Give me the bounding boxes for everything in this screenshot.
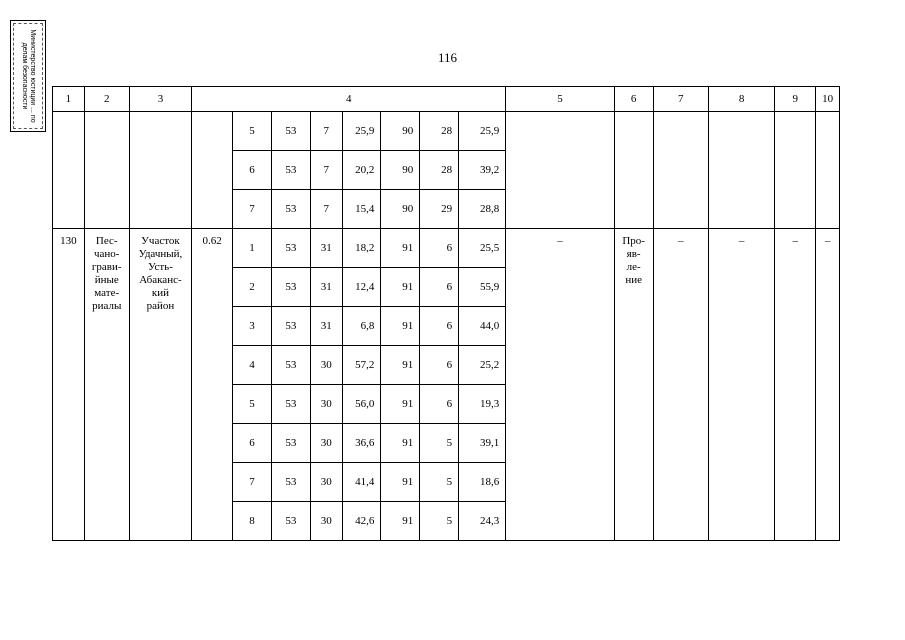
measure-value-b: 31	[310, 268, 342, 307]
cont-col-2	[84, 112, 129, 229]
measure-value-e: 28	[420, 112, 459, 151]
measure-value-e: 6	[420, 268, 459, 307]
entry-col-8: –	[708, 229, 775, 541]
measure-value-f: 25,2	[459, 346, 506, 385]
measure-no: 6	[233, 151, 272, 190]
measure-value-b: 31	[310, 229, 342, 268]
measure-value-a: 53	[271, 307, 310, 346]
entry-index: 0.62	[192, 229, 233, 541]
header-cell: 4	[192, 87, 506, 112]
header-cell: 1	[53, 87, 85, 112]
measure-value-b: 30	[310, 346, 342, 385]
measure-value-a: 53	[271, 502, 310, 541]
cont-col-8	[708, 112, 775, 229]
cont-col-1	[53, 112, 85, 229]
measure-value-c: 6,8	[342, 307, 381, 346]
measure-value-e: 5	[420, 463, 459, 502]
table-row	[53, 112, 840, 151]
measure-value-e: 5	[420, 424, 459, 463]
cont-col-4	[192, 112, 233, 229]
measure-value-e: 29	[420, 190, 459, 229]
stamp-text: Министерство юстиции ... по делам безопасности	[21, 29, 36, 123]
measure-value-d: 91	[381, 268, 420, 307]
measure-value-b: 30	[310, 385, 342, 424]
measure-no: 5	[233, 385, 272, 424]
measure-value-b: 7	[310, 112, 342, 151]
measure-no: 7	[233, 463, 272, 502]
measure-value-d: 91	[381, 424, 420, 463]
measure-value-c: 20,2	[342, 151, 381, 190]
measure-value-b: 7	[310, 190, 342, 229]
header-row	[53, 87, 840, 112]
measure-value-d: 91	[381, 229, 420, 268]
table-row	[53, 229, 840, 268]
header-cell: 6	[614, 87, 653, 112]
measure-value-f: 39,2	[459, 151, 506, 190]
continuation-group	[53, 112, 840, 229]
cont-col-9	[775, 112, 816, 229]
measure-value-f: 18,6	[459, 463, 506, 502]
measure-value-f: 44,0	[459, 307, 506, 346]
measure-value-e: 5	[420, 502, 459, 541]
measure-value-d: 90	[381, 112, 420, 151]
measure-value-c: 57,2	[342, 346, 381, 385]
measure-value-a: 53	[271, 229, 310, 268]
entry-group	[53, 229, 840, 541]
measure-value-c: 42,6	[342, 502, 381, 541]
measure-value-c: 25,9	[342, 112, 381, 151]
entry-location: Участок Удачный, Усть- Абаканс- кий район	[129, 229, 191, 541]
measure-value-b: 30	[310, 424, 342, 463]
measure-value-d: 91	[381, 346, 420, 385]
measure-value-d: 91	[381, 385, 420, 424]
header-cell: 5	[506, 87, 614, 112]
measure-value-f: 19,3	[459, 385, 506, 424]
entry-material: Пес- чано- грави- йные мате- риалы	[84, 229, 129, 541]
measure-value-c: 41,4	[342, 463, 381, 502]
measure-value-e: 6	[420, 307, 459, 346]
measure-value-e: 6	[420, 229, 459, 268]
measure-no: 1	[233, 229, 272, 268]
cont-col-6	[614, 112, 653, 229]
measure-value-c: 36,6	[342, 424, 381, 463]
measure-no: 6	[233, 424, 272, 463]
measure-value-e: 6	[420, 346, 459, 385]
measure-value-b: 7	[310, 151, 342, 190]
entry-col-5: –	[506, 229, 614, 541]
measure-value-f: 28,8	[459, 190, 506, 229]
header-cell: 2	[84, 87, 129, 112]
header-cell: 9	[775, 87, 816, 112]
measure-value-d: 90	[381, 190, 420, 229]
entry-col-6: Про- яв- ле- ние	[614, 229, 653, 541]
entry-number: 130	[53, 229, 85, 541]
measure-value-d: 91	[381, 502, 420, 541]
cont-col-5	[506, 112, 614, 229]
entry-col-10: –	[816, 229, 840, 541]
header-cell: 10	[816, 87, 840, 112]
measure-value-a: 53	[271, 190, 310, 229]
measure-value-a: 53	[271, 151, 310, 190]
measure-no: 8	[233, 502, 272, 541]
measure-value-e: 6	[420, 385, 459, 424]
archive-stamp	[10, 20, 46, 132]
header-cell: 8	[708, 87, 775, 112]
data-table	[52, 86, 840, 541]
measure-value-c: 12,4	[342, 268, 381, 307]
measure-value-b: 31	[310, 307, 342, 346]
entry-col-7: –	[653, 229, 708, 541]
header-cell: 7	[653, 87, 708, 112]
measure-value-c: 18,2	[342, 229, 381, 268]
measure-value-f: 25,5	[459, 229, 506, 268]
measure-no: 4	[233, 346, 272, 385]
measure-value-a: 53	[271, 346, 310, 385]
entry-col-9: –	[775, 229, 816, 541]
measure-no: 3	[233, 307, 272, 346]
measure-value-f: 39,1	[459, 424, 506, 463]
measure-value-d: 90	[381, 151, 420, 190]
measure-value-d: 91	[381, 307, 420, 346]
measure-value-a: 53	[271, 385, 310, 424]
measure-value-a: 53	[271, 463, 310, 502]
measure-value-a: 53	[271, 112, 310, 151]
page-number: 116	[438, 50, 458, 65]
measure-value-c: 56,0	[342, 385, 381, 424]
measure-value-c: 15,4	[342, 190, 381, 229]
cont-col-3	[129, 112, 191, 229]
header-cell: 3	[129, 87, 191, 112]
measure-no: 5	[233, 112, 272, 151]
measure-no: 2	[233, 268, 272, 307]
measure-value-f: 24,3	[459, 502, 506, 541]
cont-col-10	[816, 112, 840, 229]
measure-value-f: 25,9	[459, 112, 506, 151]
measure-value-a: 53	[271, 424, 310, 463]
measure-no: 7	[233, 190, 272, 229]
measure-value-b: 30	[310, 463, 342, 502]
measure-value-a: 53	[271, 268, 310, 307]
measure-value-f: 55,9	[459, 268, 506, 307]
measure-value-e: 28	[420, 151, 459, 190]
measure-value-b: 30	[310, 502, 342, 541]
measure-value-d: 91	[381, 463, 420, 502]
cont-col-7	[653, 112, 708, 229]
